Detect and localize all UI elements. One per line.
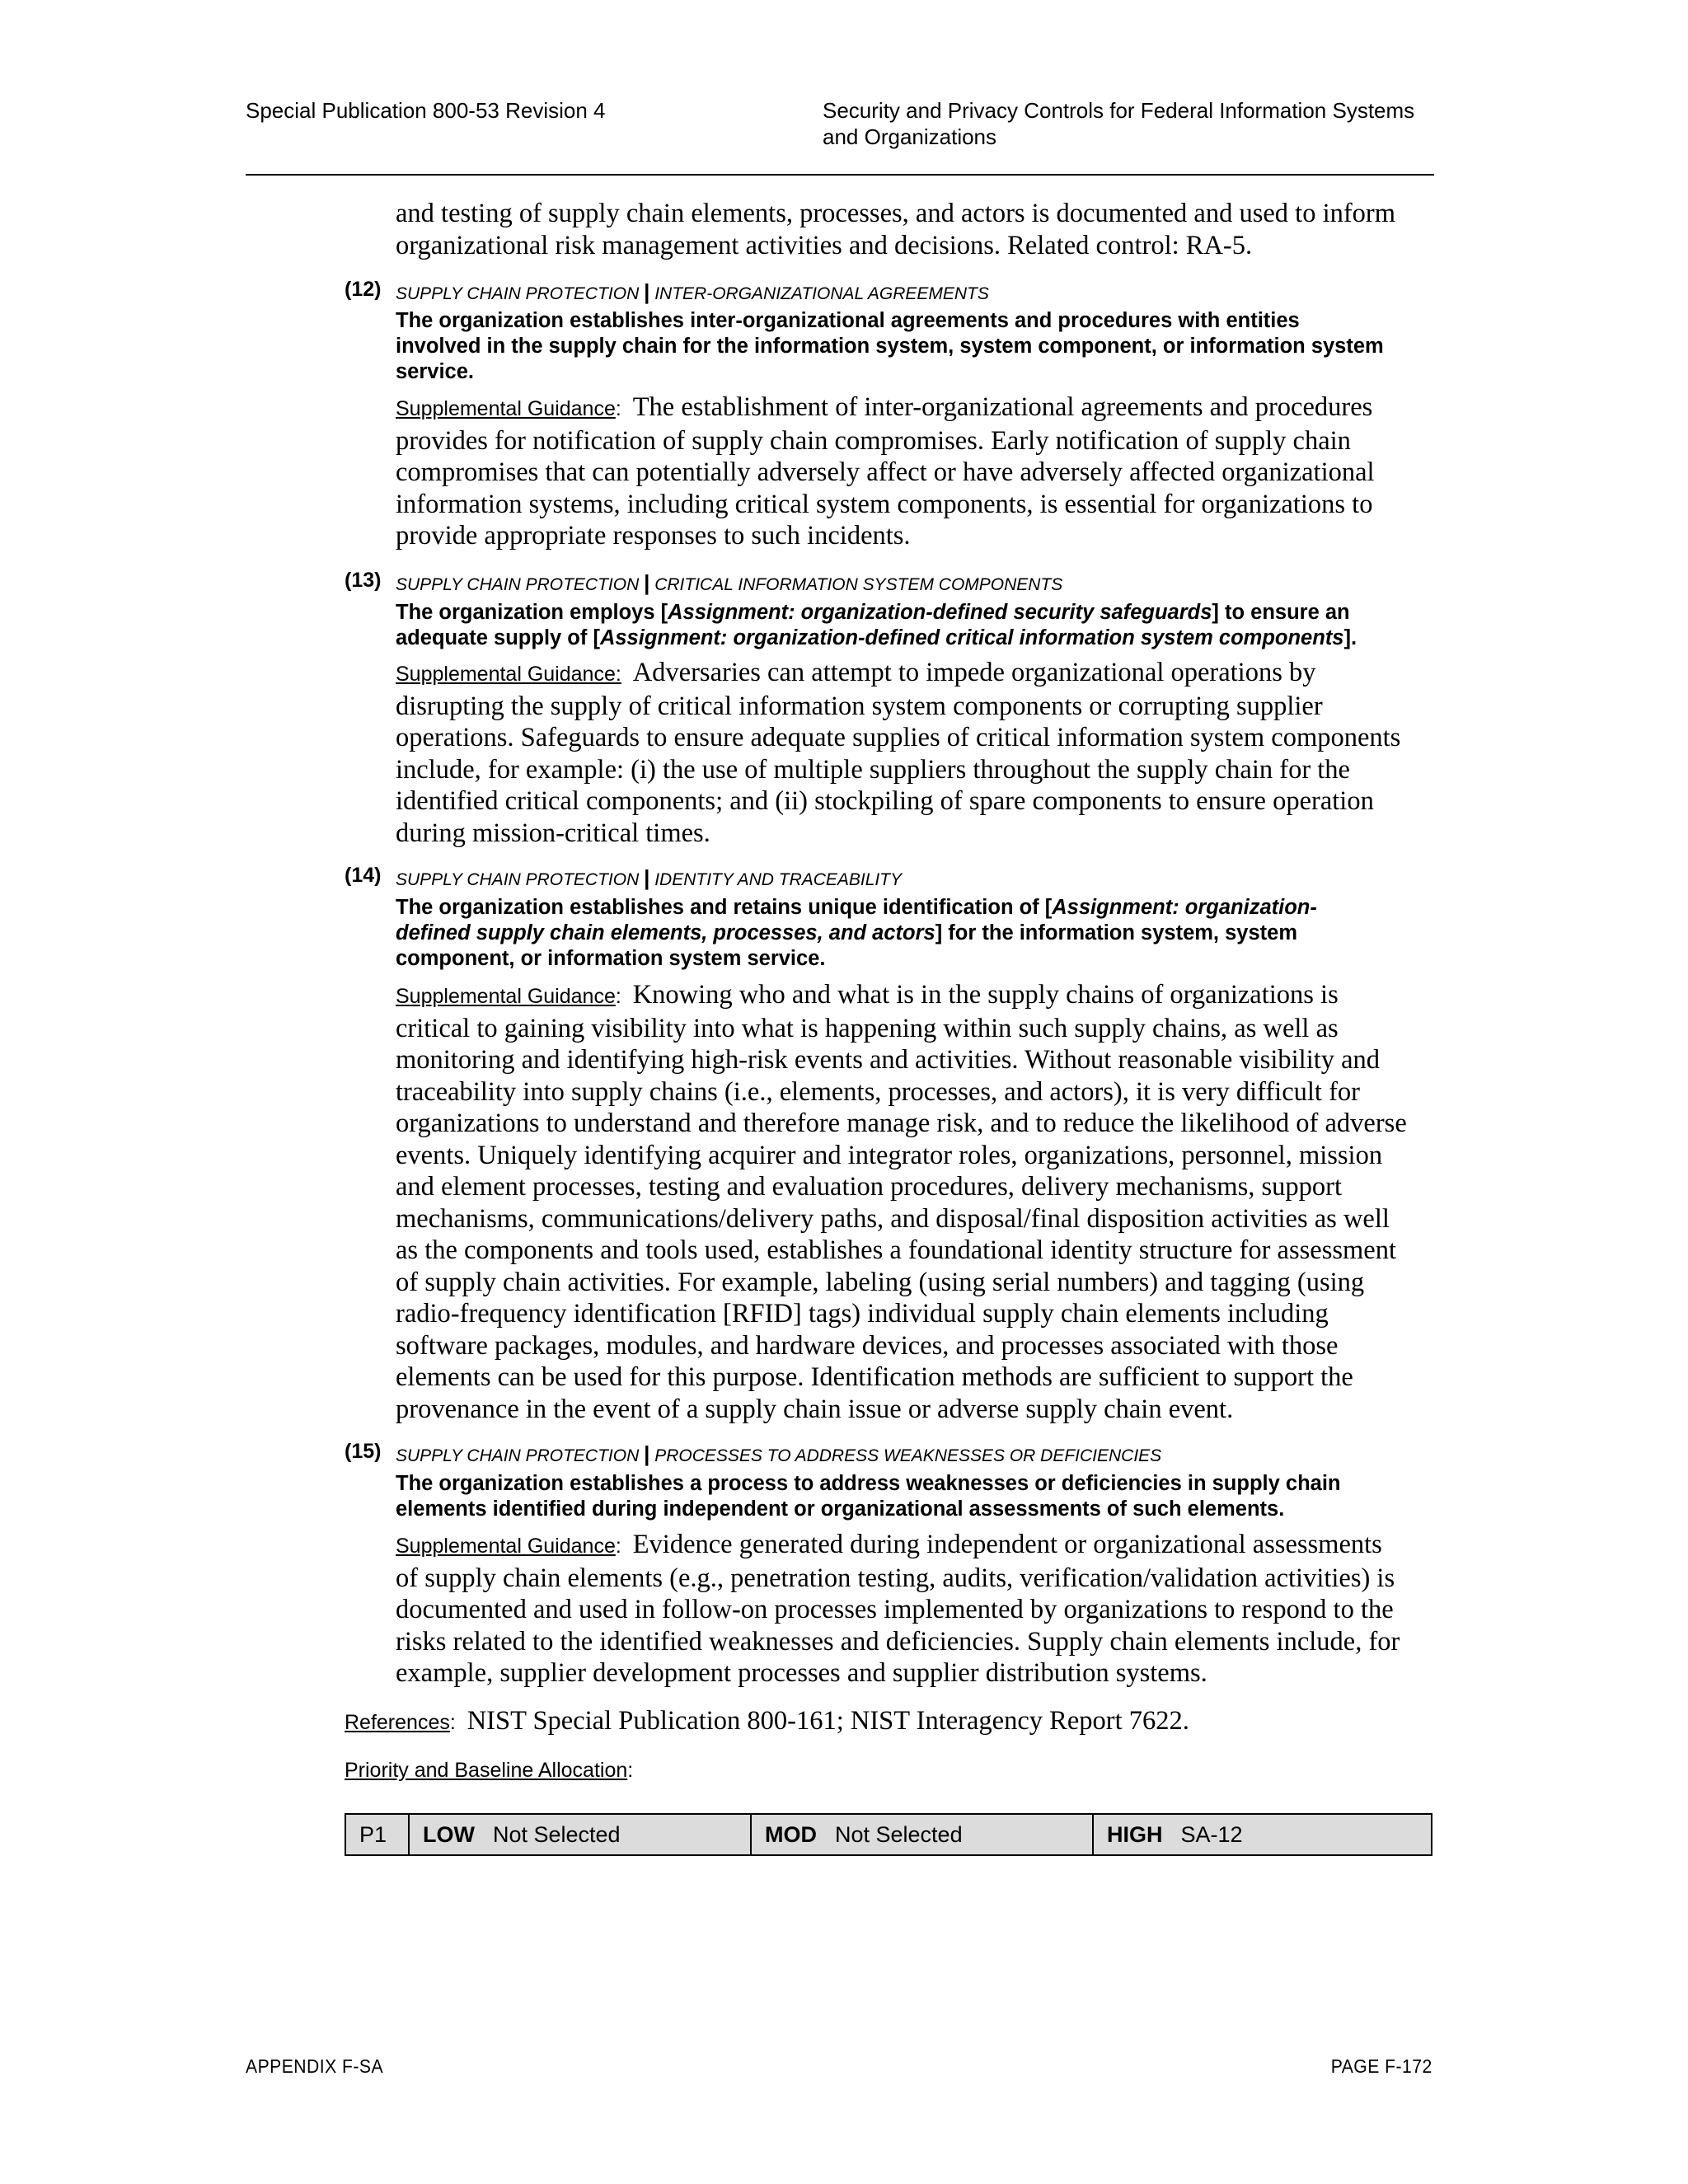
statement-text: The organization establishes and retains unique identification of [ xyxy=(396,896,1053,919)
enhancement-title-suffix: INTER-ORGANIZATIONAL AGREEMENTS xyxy=(654,284,989,303)
guidance-text: Knowing who and what is in the supply chains of organizations is xyxy=(632,980,1339,1010)
guidance-line: provenance in the event of a supply chain issue or adverse supply chain event. xyxy=(396,1394,1234,1424)
enhancement-title-prefix: SUPPLY CHAIN PROTECTION xyxy=(396,284,640,303)
title-separator: | xyxy=(644,570,650,595)
guidance-first-line xyxy=(396,657,1436,691)
running-header-right-line1: Security and Privacy Controls for Federal Information Systems xyxy=(823,98,1415,123)
guidance-line: radio-frequency identification [RFID] tags) individual supply chain elements including xyxy=(396,1299,1329,1329)
guidance-first-line: Supplemental Guidance: Evidence generated during independent or organizational assessments xyxy=(396,1530,1382,1559)
guidance-line: of supply chain activities. For example, labeling (using serial numbers) and tagging (using xyxy=(396,1267,1365,1297)
title-separator: | xyxy=(644,279,650,304)
assignment-parameter: Assignment: organization- xyxy=(1052,896,1317,919)
priority-baseline-table xyxy=(345,1813,1432,1856)
references-text: NIST Special Publication 800-161; NIST Interagency Report 7622. xyxy=(467,1706,1189,1736)
baseline-low-cell xyxy=(410,1815,752,1854)
enhancement-title-prefix: SUPPLY CHAIN PROTECTION xyxy=(396,870,640,889)
baseline-low-value: Not Selected xyxy=(492,1821,621,1847)
statement-text: ]. xyxy=(1343,626,1357,649)
baseline-high-label: HIGH xyxy=(1107,1821,1163,1847)
running-header-right xyxy=(823,97,1449,150)
guidance-text: Evidence generated during independent or organizational assessments xyxy=(632,1530,1382,1559)
statement-text: The organization employs [ xyxy=(396,601,668,624)
guidance-line: disrupting the supply of critical information system components or corrupting supplier xyxy=(396,691,1323,721)
enhancement-title xyxy=(396,1441,1161,1467)
guidance-line: documented and used in follow-on processes implemented by organizations to respond to the xyxy=(396,1595,1394,1624)
baseline-mod-label: MOD xyxy=(765,1821,817,1847)
statement-line xyxy=(396,600,1436,626)
header-rule xyxy=(246,174,1434,176)
enhancement-number: (14) xyxy=(345,864,382,887)
enhancement-title-prefix: SUPPLY CHAIN PROTECTION xyxy=(396,575,640,594)
guidance-line: provide appropriate responses to such incidents. xyxy=(396,521,911,551)
statement-line: service. xyxy=(396,360,475,383)
guidance-label: Supplemental Guidance xyxy=(396,397,616,420)
priority-code: P1 xyxy=(359,1821,387,1847)
enhancement-title-prefix: SUPPLY CHAIN PROTECTION xyxy=(396,1446,640,1465)
continuation-line: and testing of supply chain elements, processes, and actors is documented and used to inform xyxy=(396,199,1396,228)
title-separator: | xyxy=(644,1441,650,1466)
footer-page-number: PAGE F-172 xyxy=(1331,2055,1432,2077)
guidance-line: during mission-critical times. xyxy=(396,818,710,848)
enhancement-number: (15) xyxy=(345,1440,382,1463)
statement-text: ] for the information system, system xyxy=(935,921,1297,944)
guidance-line: identified critical components; and (ii) stockpiling of spare components to ensure operation xyxy=(396,786,1374,816)
enhancement-title xyxy=(396,570,1062,596)
control-statement xyxy=(396,308,1436,385)
statement-text: adequate supply of [ xyxy=(396,626,600,649)
references-label: References xyxy=(345,1711,450,1734)
baseline-high-value: SA-12 xyxy=(1180,1821,1243,1847)
guidance-line: traceability into supply chains (i.e., elements, processes, and actors), it is very difficult for xyxy=(396,1076,1360,1107)
supplemental-guidance xyxy=(396,391,1436,552)
priority-code-cell xyxy=(346,1815,410,1854)
assignment-parameter: Assignment: organization-defined security safeguards xyxy=(668,601,1212,624)
statement-line: The organization establishes a process to address weaknesses or deficiencies in supply chain xyxy=(396,1472,1341,1495)
statement-line: elements identified during independent or organizational assessments of such elements. xyxy=(396,1497,1285,1521)
control-statement xyxy=(396,895,1436,972)
statement-text: ] to ensure an xyxy=(1212,601,1350,624)
baseline-high-cell xyxy=(1094,1815,1431,1854)
guidance-line: software packages, modules, and hardware devices, and processes associated with those xyxy=(396,1330,1339,1361)
guidance-line: critical to gaining visibility into what is happening within such supply chains, as well as xyxy=(396,1013,1339,1043)
enhancement-number: (12) xyxy=(345,278,382,301)
control-statement xyxy=(396,600,1436,651)
guidance-first-line: Supplemental Guidance: The establishment of inter-organizational agreements and procedures xyxy=(396,392,1373,422)
guidance-label: Supplemental Guidance: xyxy=(396,663,621,686)
guidance-line: events. Uniquely identifying acquirer and integrator roles, organizations, personnel, mission xyxy=(396,1140,1383,1170)
guidance-line: operations. Safeguards to ensure adequate supplies of critical information system components xyxy=(396,723,1401,752)
enhancement-title xyxy=(396,279,989,305)
title-separator: | xyxy=(644,865,650,890)
guidance-text: Adversaries can attempt to impede organizational operations by xyxy=(632,658,1316,687)
enhancement-title-suffix: CRITICAL INFORMATION SYSTEM COMPONENTS xyxy=(654,575,1063,594)
guidance-line: example, supplier development processes and supplier distribution systems. xyxy=(396,1658,1207,1688)
continuation-paragraph xyxy=(396,198,1436,261)
guidance-line: provides for notification of supply chain compromises. Early notification of supply chain xyxy=(396,425,1351,456)
guidance-line: compromises that can potentially adversely affect or have adversely affected organizational xyxy=(396,457,1375,487)
guidance-line: as the components and tools used, establishes a foundational identity structure for assessment xyxy=(396,1235,1396,1265)
enhancement-title-suffix: PROCESSES TO ADDRESS WEAKNESSES OR DEFICIENCIES xyxy=(654,1446,1162,1465)
guidance-line: organizations to understand and therefore manage risk, and to reduce the likelihood of adverse xyxy=(396,1108,1407,1138)
assignment-parameter: Assignment: organization-defined critical information system components xyxy=(599,626,1344,649)
guidance-text: The establishment of inter-organizational agreements and procedures xyxy=(632,392,1373,422)
guidance-line: of supply chain elements (e.g., penetration testing, audits, verification/validation activities) is xyxy=(396,1563,1395,1593)
enhancement-title xyxy=(396,865,902,891)
enhancement-title-suffix: IDENTITY AND TRACEABILITY xyxy=(654,870,903,889)
supplemental-guidance xyxy=(396,657,1436,849)
statement-line: involved in the supply chain for the information system, system component, or information system xyxy=(396,335,1384,358)
supplemental-guidance xyxy=(396,979,1436,1425)
guidance-line: elements can be used for this purpose. Identification methods are sufficient to support the xyxy=(396,1362,1353,1392)
references: References: NIST Special Publication 800-161; NIST Interagency Report 7622. xyxy=(345,1706,1189,1736)
baseline-mod-cell xyxy=(752,1815,1094,1854)
guidance-line: and element processes, testing and evaluation procedures, delivery mechanisms, support xyxy=(396,1172,1342,1202)
priority-allocation: Priority and Baseline Allocation: xyxy=(345,1759,634,1782)
statement-line xyxy=(396,895,1436,921)
assignment-parameter: defined supply chain elements, processes, and actors xyxy=(396,921,935,944)
baseline-low-label: LOW xyxy=(423,1821,475,1847)
statement-line: component, or information system service. xyxy=(396,947,826,970)
statement-line: The organization establishes inter-organizational agreements and procedures with entities xyxy=(396,309,1300,332)
running-header-left: Special Publication 800-53 Revision 4 xyxy=(246,98,606,123)
supplemental-guidance xyxy=(396,1529,1436,1690)
statement-line xyxy=(396,626,1436,651)
guidance-first-line: Supplemental Guidance: Knowing who and what is in the supply chains of organizations is xyxy=(396,980,1339,1010)
statement-line xyxy=(396,921,1436,946)
control-statement xyxy=(396,1471,1436,1522)
guidance-line: include, for example: (i) the use of multiple suppliers throughout the supply chain for the xyxy=(396,754,1350,785)
guidance-line: monitoring and identifying high-risk events and activities. Without reasonable visibility and xyxy=(396,1045,1381,1075)
guidance-line: mechanisms, communications/delivery paths, and disposal/final disposition activities as well xyxy=(396,1203,1390,1234)
enhancement-number: (13) xyxy=(345,569,382,592)
guidance-line: information systems, including critical system components, is essential for organizations to xyxy=(396,489,1373,519)
continuation-line: organizational risk management activities and decisions. Related control: RA-5. xyxy=(396,230,1253,260)
baseline-mod-value: Not Selected xyxy=(835,1821,963,1847)
guidance-label: Supplemental Guidance xyxy=(396,985,616,1008)
guidance-line: risks related to the identified weaknesses and deficiencies. Supply chain elements include, for xyxy=(396,1626,1400,1657)
priority-label: Priority and Baseline Allocation xyxy=(345,1759,628,1782)
footer-appendix: APPENDIX F-SA xyxy=(246,2055,384,2077)
running-header-right-line2: and Organizations xyxy=(823,124,997,149)
guidance-label: Supplemental Guidance xyxy=(396,1535,616,1558)
